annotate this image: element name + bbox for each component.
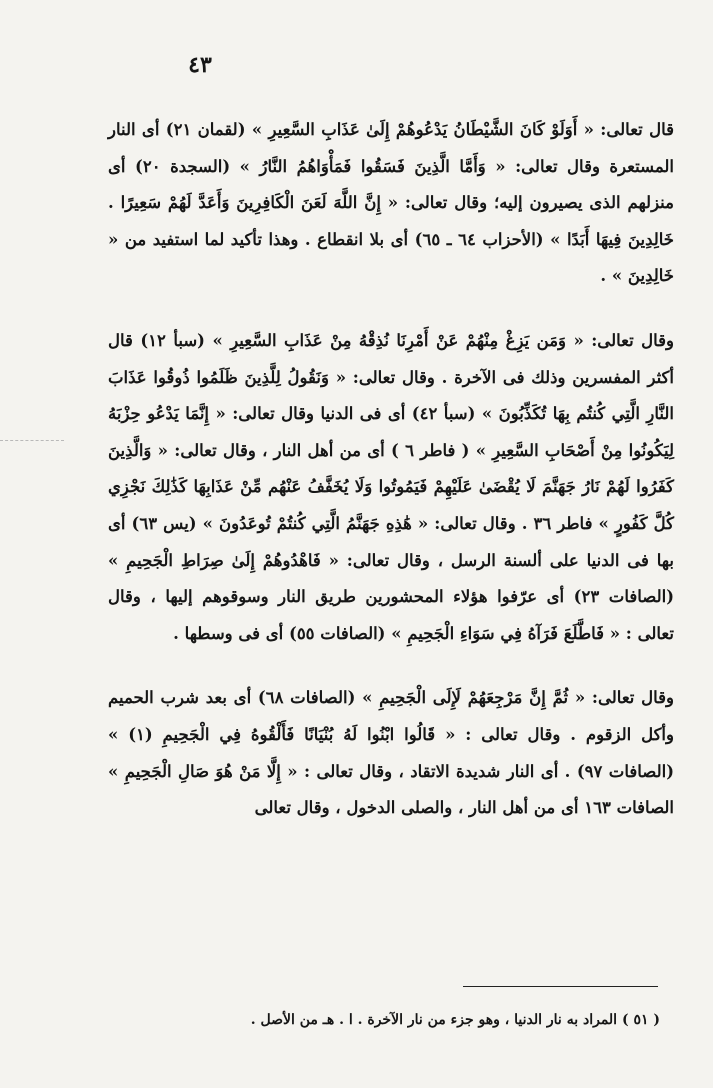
body-text	[108, 112, 674, 827]
paragraph-2: وقال تعالى: « وَمَن يَزِغْ مِنْهُمْ عَنْ أَمْرِنَا نُذِقْهُ مِنْ عَذَابِ السَّعِيرِ » (سبأ ١٢) قال أكثر المفسرين وذلك فى الآخرة . وقال تعالى: « وَنَقُولُ لِلَّذِينَ ظَلَمُوا ذُوقُوا عَذَابَ النَّارِ الَّتِي كُنتُم بِهَا تُكَذِّبُونَ » (سبأ ٤٢) أى فى الدنيا وقال تعالى: « إِنَّمَا يَدْعُو حِزْبَهُ لِيَكُونُوا مِنْ أَصْحَابِ السَّعِيرِ » ( فاطر ٦ ) أى من أهل النار ، وقال تعالى: « وَالَّذِينَ كَفَرُوا لَهُمْ نَارُ جَهَنَّمَ لَا يُقْضَىٰ عَلَيْهِمْ فَيَمُوتُوا وَلَا يُخَفَّفُ عَنْهُم مِّنْ عَذَابِهَا كَذَٰلِكَ نَجْزِي كُلَّ كَفُورٍ » فاطر ٣٦ . وقال تعالى: « هَٰذِهِ جَهَنَّمُ الَّتِي كُنتُمْ تُوعَدُونَ » (يس ٦٣) أى بها فى الدنيا على ألسنة الرسل ، وقال تعالى: « فَاهْدُوهُمْ إِلَىٰ صِرَاطِ الْجَحِيمِ » (الصافات ٢٣) أى عرّفوا هؤلاء المحشورين طريق النار وسوقوهم إليها ، وقال تعالى : « فَاطَّلَعَ فَرَآهُ فِي سَوَاءِ الْجَحِيمِ » (الصافات ٥٥) أى فى وسطها .	[108, 330, 675, 643]
footnote-divider	[463, 986, 658, 987]
paragraph-3: وقال تعالى: « ثُمَّ إِنَّ مَرْجِعَهُمْ لَإِلَى الْجَحِيمِ » (الصافات ٦٨) أى بعد شرب الحميم وأكل الزقوم . وقال تعالى : « قَالُوا ابْنُوا لَهُ بُنْيَانًا فَأَلْقُوهُ فِي الْجَحِيمِ (١) » (الصافات ٩٧) . أى النار شديدة الاتقاد ، وقال تعالى : « إِلَّا مَنْ هُوَ صَالِ الْجَحِيمِ » الصافات ١٦٣ أى من أهل النار ، والصلى الدخول ، وقال تعالى	[108, 688, 675, 818]
page-number: ٤٣	[188, 52, 212, 78]
margin-mark	[0, 440, 64, 441]
footnote: ( ٥١ ) المراد به نار الدنيا ، وهو جزء من نار الآخرة . ا . هـ من الأصل .	[250, 1012, 660, 1028]
paragraph-1: قال تعالى: « أَوَلَوْ كَانَ الشَّيْطَانُ يَدْعُوهُمْ إِلَىٰ عَذَابِ السَّعِيرِ » (لقمان ٢١) أى النار المستعرة وقال تعالى: « وَأَمَّا الَّذِينَ فَسَقُوا فَمَأْوَاهُمُ النَّارُ » (السجدة ٢٠) أى منزلهم الذى يصيرون إليه؛ وقال تعالى: « إِنَّ اللَّهَ لَعَنَ الْكَافِرِينَ وَأَعَدَّ لَهُمْ سَعِيرًا . خَالِدِينَ فِيهَا أَبَدًا » (الأحزاب ٦٤ ـ ٦٥) أى بلا انقطاع . وهذا تأكيد لما استفيد من « خَالِدِينَ » .	[108, 120, 675, 286]
